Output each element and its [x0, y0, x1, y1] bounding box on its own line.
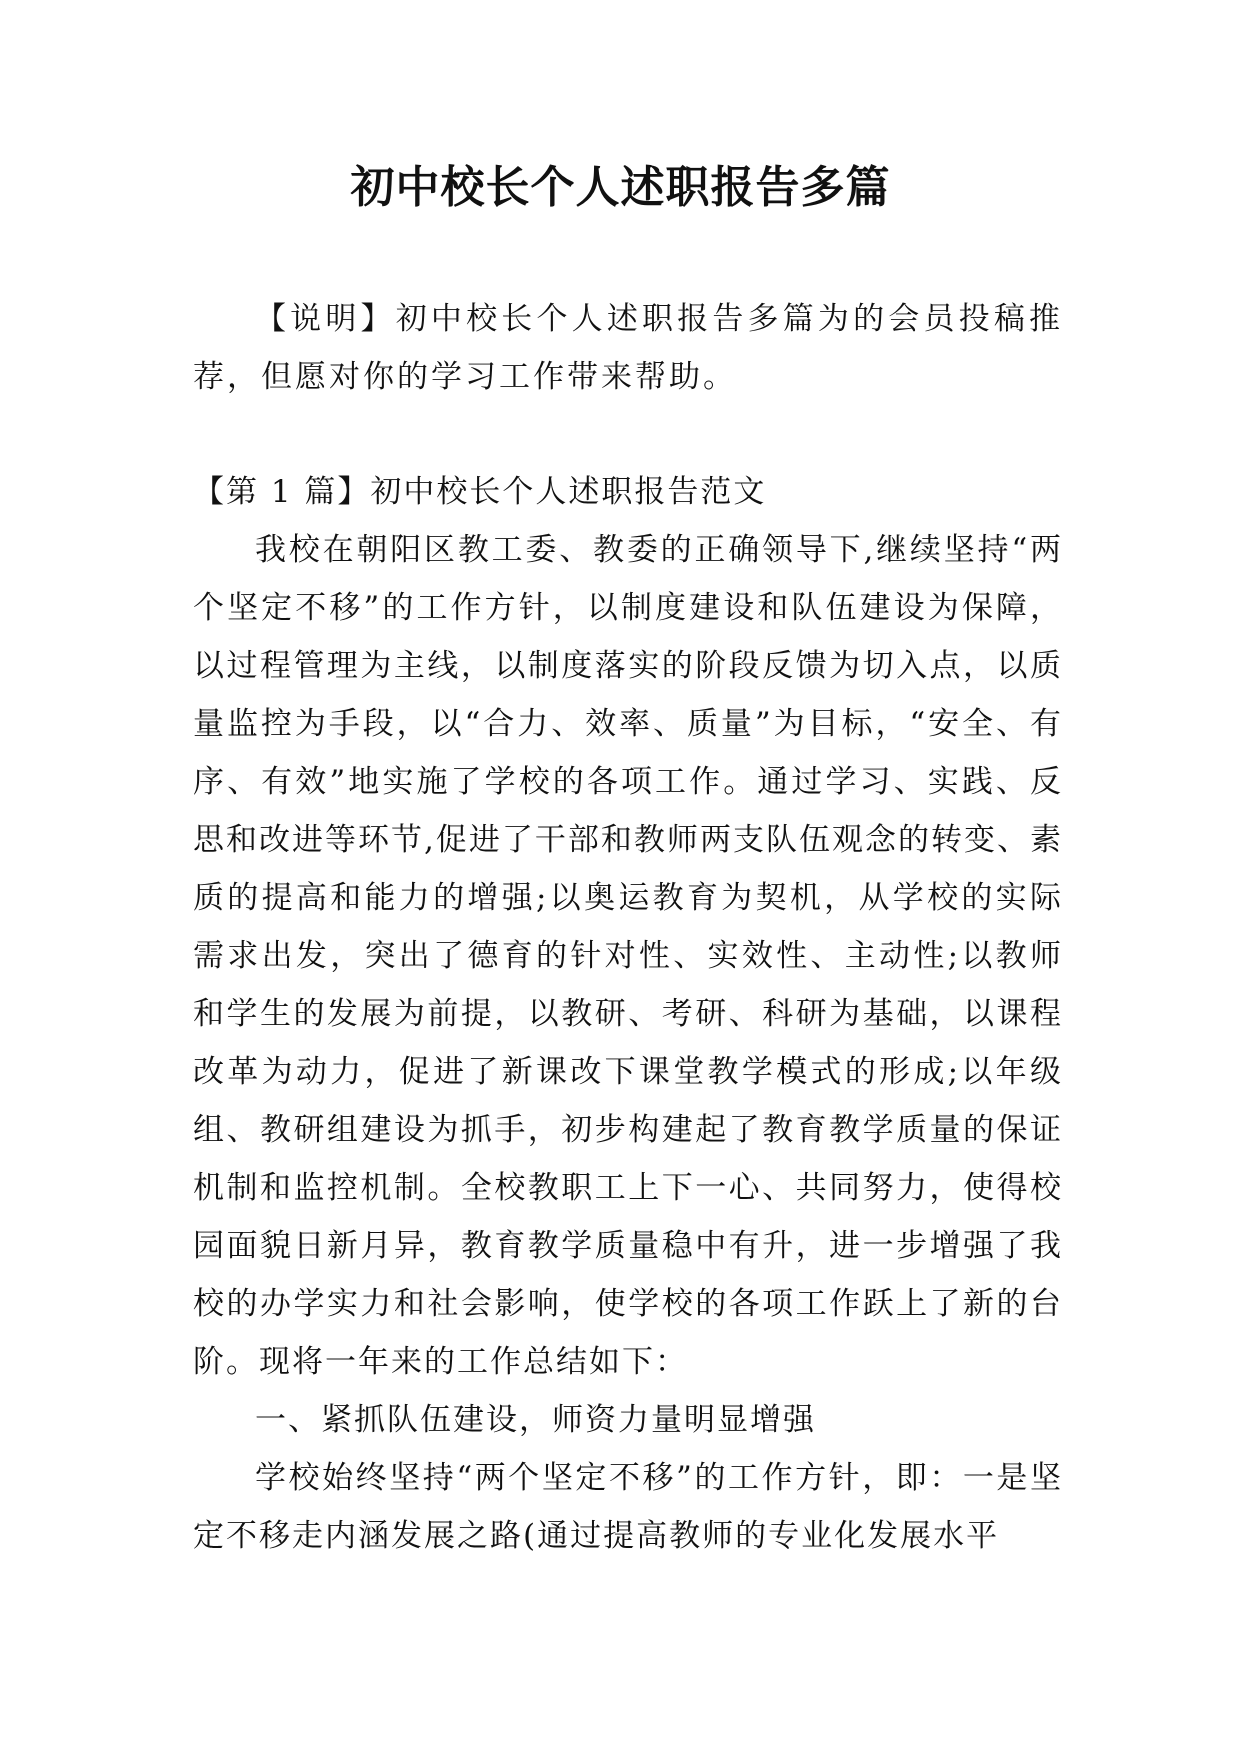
body-paragraph: 我校在朝阳区教工委、教委的正确领导下,继续坚持“两个坚定不移”的工作方针，以制度建设和队伍建设为保障，以过程管理为主线，以制度落实的阶段反馈为切入点，以质量监控为手段，以“合力、效率、质量”为目标，“安全、有序、有效”地实施了学校的各项工作。通过学习、实践、反思和改进等环节,促进了干部和教师两支队伍观念的转变、素质的提高和能力的增强;以奥运教育为契机，从学校的实际需求出发，突出了德育的针对性、实效性、主动性;以教师和学生的发展为前提，以教研、考研、科研为基础，以课程改革为动力，促进了新课改下课堂教学模式的形成;以年级组、教研组建设为抓手，初步构建起了教育教学质量的保证机制和监控机制。全校教职工上下一心、共同努力，使得校园面貌日新月异，教育教学质量稳中有升，进一步增强了我校的办学实力和社会影响，使学校的各项工作跃上了新的台阶。现将一年来的工作总结如下：	[193, 532, 1063, 1380]
document-title: 初中校长个人述职报告多篇	[350, 162, 891, 213]
body-paragraph: 学校始终坚持“两个坚定不移”的工作方针，即：一是坚定不移走内涵发展之路(通过提高教师的专业化发展水平	[193, 1460, 1063, 1554]
subsection-heading: 一、紧抓队伍建设，师资力量明显增强	[255, 1402, 816, 1438]
section-heading: 【第 1 篇】初中校长个人述职报告范文	[193, 474, 767, 510]
document-body	[193, 463, 1063, 1565]
intro-note: 【说明】初中校长个人述职报告多篇为的会员投稿推荐，但愿对你的学习工作带来帮助。	[193, 301, 1063, 395]
